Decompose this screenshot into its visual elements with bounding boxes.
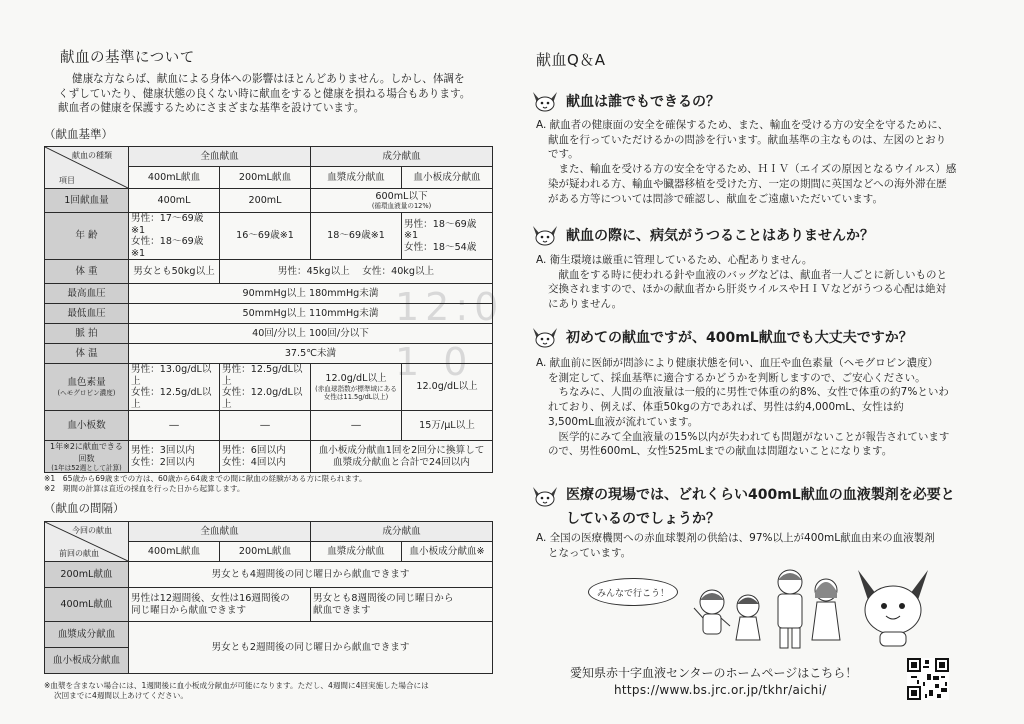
- interval-col-plasma: 血漿成分献血: [311, 542, 402, 562]
- criteria-notes: ※1 65歳から69歳までの方は、60歳から64歳までの間に献血の経験がある方に限られます。 ※2 期間の計算は直近の採血を行った日から起算します。: [44, 474, 367, 493]
- age-200: 16〜69歳※1: [220, 213, 311, 260]
- row-weight-label: 体 重: [45, 260, 129, 284]
- bleed-through-text-2: 1 0: [395, 340, 474, 384]
- family-illustration: [690, 560, 950, 652]
- question-1: 献血は誰でもできるの？: [530, 89, 720, 113]
- plt-platelet: 15万/μL以上: [402, 411, 493, 441]
- interval-col-400: 400mL献血: [129, 542, 220, 562]
- qa-section-title: 献血Q＆A: [536, 51, 606, 69]
- interval-group-component: 成分献血: [311, 522, 493, 542]
- interval-col-platelet: 血小板成分献血※: [402, 542, 493, 562]
- interval-row-200-value: 男女とも4週間後の同じ曜日から献血できます: [129, 562, 493, 588]
- plt-400: ―: [129, 411, 220, 441]
- interval-row-plasma-label: 血漿成分献血: [45, 622, 129, 648]
- criteria-table: [44, 146, 493, 473]
- hb-platelet: 12.0g/dL以上: [402, 364, 493, 411]
- interval-corner-cell: 今回の献血 前回の献血: [45, 522, 129, 562]
- col-200ml: 200mL献血: [220, 167, 311, 189]
- answer-2: A. 衛生環境は厳重に管理しているため、心配ありません。 献血をする時に使われる針や血液のバッグなどは、献血者一人ごとに新しいものと 交換されますので、ほかの献血者から肝炎ウイルスやＨＩＶなどがうつる心配は絶対 にありません。: [536, 254, 947, 311]
- question-4: 医療の現場では、どれくらい400mL献血の血液製剤を必要と しているのでしょうか？: [530, 484, 955, 528]
- criteria-section-title: 献血の基準について: [60, 50, 195, 66]
- interval-group-whole: 全血献血: [129, 522, 311, 542]
- volume-400: 400mL: [129, 189, 220, 213]
- row-min-bp-label: 最低血圧: [45, 304, 129, 324]
- weight-rest: 男性：45kg以上 女性：40kg以上: [220, 260, 493, 284]
- answer-1: A. 献血者の健康面の安全を確保するため、また、輸血を受ける方の安全を守るために、 献血を行っていただけるかの問診を行います。献血基準の主なものは、左図のとおり です。 また、輸血を受ける方の安全を守るため、ＨＩＶ（エイズの原因となるウイルス）感 染が疑われる方、輸血や臓器移植を受けた方、一定の期間に英国などへの海外滞在歴 がある方等については問診で確認し、献血をご遠慮いただいています。: [536, 119, 957, 205]
- interval-row-200-label: 200mL献血: [45, 562, 129, 588]
- freq-component: 血小板成分献血1回を2回分に換算して 血漿成分献血と合計で24回以内: [311, 441, 493, 473]
- age-platelet: 男性：18〜69歳※1 女性：18〜54歳: [402, 213, 493, 260]
- hb-plasma: 12.0g/dL以上 (赤血球指数が標準域にある女性は11.5g/dL以上): [311, 364, 402, 411]
- min-bp-value: 50mmHg以上 110mmHg未満: [129, 304, 493, 324]
- answer-4: A. 全国の医療機関への赤血球製剤の供給は、97%以上が400mL献血由来の血液製剤 となっています。: [536, 532, 935, 559]
- hb-400: 男性：13.0g/dL以上 女性：12.5g/dL以上: [129, 364, 220, 411]
- plt-200: ―: [220, 411, 311, 441]
- row-volume-label: 1回献血量: [45, 189, 129, 213]
- mother-figure: [812, 579, 840, 640]
- footer-url[interactable]: https://www.bs.jrc.or.jp/tkhr/aichi/: [614, 683, 827, 697]
- speech-bubble: みんなで行こう！: [588, 578, 678, 606]
- interval-table-heading: （献血の間隔）: [44, 501, 125, 515]
- row-age-label: 年 齢: [45, 213, 129, 260]
- col-400ml: 400mL献血: [129, 167, 220, 189]
- interval-col-200: 200mL献血: [220, 542, 311, 562]
- freq-400: 男性：3回以内 女性：2回以内: [129, 441, 220, 473]
- volume-component: 600mL以下 (循環血液量の12%): [311, 189, 493, 213]
- qr-code-icon[interactable]: [907, 658, 949, 700]
- interval-row-platelet-label: 血小板成分献血: [45, 648, 129, 674]
- child-figure-1: [694, 590, 730, 634]
- footer-text: 愛知県赤十字血液センターのホームページはこちら！: [570, 666, 858, 680]
- answer-3: A. 献血前に医師が問診により健康状態を伺い、血圧や血色素量（ヘモグロビン濃度） を測定して、採血基準に適合するかどうかを判断しますので、ご安心ください。 ちなみに、人間の血液量は一般的に男性で体重の約8%、女性で体重の約7%といわ れており、例えば、体重50kgの方であれば、男性は約4,000mL、女性は約 3,500mL血液が流れています。 医学的にみて全血液量の15%以内が失われても問題がないことが報告されています ので、男性600mL、女性525mLまでの献血は問題ないことになります。: [536, 357, 950, 458]
- plt-plasma: ―: [311, 411, 402, 441]
- group-whole-blood: 全血献血: [129, 147, 311, 167]
- interval-row-400-component: 男女とも8週間後の同じ曜日から 献血できます: [311, 588, 493, 622]
- father-figure: [778, 570, 802, 648]
- interval-row-400-label: 400mL献血: [45, 588, 129, 622]
- criteria-corner-cell: 献血の種類 項目: [45, 147, 129, 189]
- row-max-bp-label: 最高血圧: [45, 284, 129, 304]
- row-platelet-label: 血小板数: [45, 411, 129, 441]
- freq-200: 男性：6回以内 女性：4回以内: [220, 441, 311, 473]
- interval-row-400-whole: 男性は12週間後、女性は16週間後の 同じ曜日から献血できます: [129, 588, 311, 622]
- child-figure-2: [736, 595, 760, 640]
- question-3: 初めての献血ですが、400mL献血でも大丈夫ですか？: [530, 325, 913, 349]
- volume-200: 200mL: [220, 189, 311, 213]
- question-2: 献血の際に、病気がうつることはありませんか？: [530, 223, 874, 247]
- weight-400: 男女とも50kg以上: [129, 260, 220, 284]
- bleed-through-text: 12:0: [395, 285, 505, 329]
- age-400: 男性：17〜69歳※1 女性：18〜69歳※1: [129, 213, 220, 260]
- criteria-table-heading: （献血基準）: [44, 127, 113, 141]
- mascot-icon: [530, 89, 560, 113]
- age-plasma: 18〜69歳※1: [311, 213, 402, 260]
- mascot-icon: [530, 484, 560, 508]
- mascot-icon: [530, 223, 560, 247]
- col-platelet: 血小板成分献血: [402, 167, 493, 189]
- hb-200: 男性：12.5g/dL以上 女性：12.0g/dL以上: [220, 364, 311, 411]
- interval-notes: ※血漿を含まない場合には、1週間後に血小板成分献血が可能になります。ただし、4週間に4回実施した場合には 次回までに4週間以上あけてください。: [44, 681, 429, 700]
- row-hb-label: 血色素量 (ヘモグロビン濃度): [45, 364, 129, 411]
- pulse-value: 40回/分以上 100回/分以下: [129, 324, 493, 344]
- col-plasma: 血漿成分献血: [311, 167, 402, 189]
- group-component: 成分献血: [311, 147, 493, 167]
- interval-table: [44, 521, 493, 674]
- row-temp-label: 体 温: [45, 344, 129, 364]
- criteria-intro: 健康な方ならば、献血による身体への影響はほとんどありません。しかし、体調を くずしていたり、健康状態の良くない時に献血をすると健康を損ねる場合もあります。 献血者の健康を保護するためにさまざまな基準を設けています。: [58, 73, 471, 114]
- row-pulse-label: 脈 拍: [45, 324, 129, 344]
- mascot-icon: [530, 325, 560, 349]
- interval-row-component-value: 男女とも2週間後の同じ曜日から献血できます: [129, 622, 493, 674]
- temp-value: 37.5℃未満: [129, 344, 493, 364]
- mascot-character: [858, 570, 928, 646]
- max-bp-value: 90mmHg以上 180mmHg未満: [129, 284, 493, 304]
- row-freq-label: 1年※2に献血できる回数 (1年は52週として計算): [45, 441, 129, 473]
